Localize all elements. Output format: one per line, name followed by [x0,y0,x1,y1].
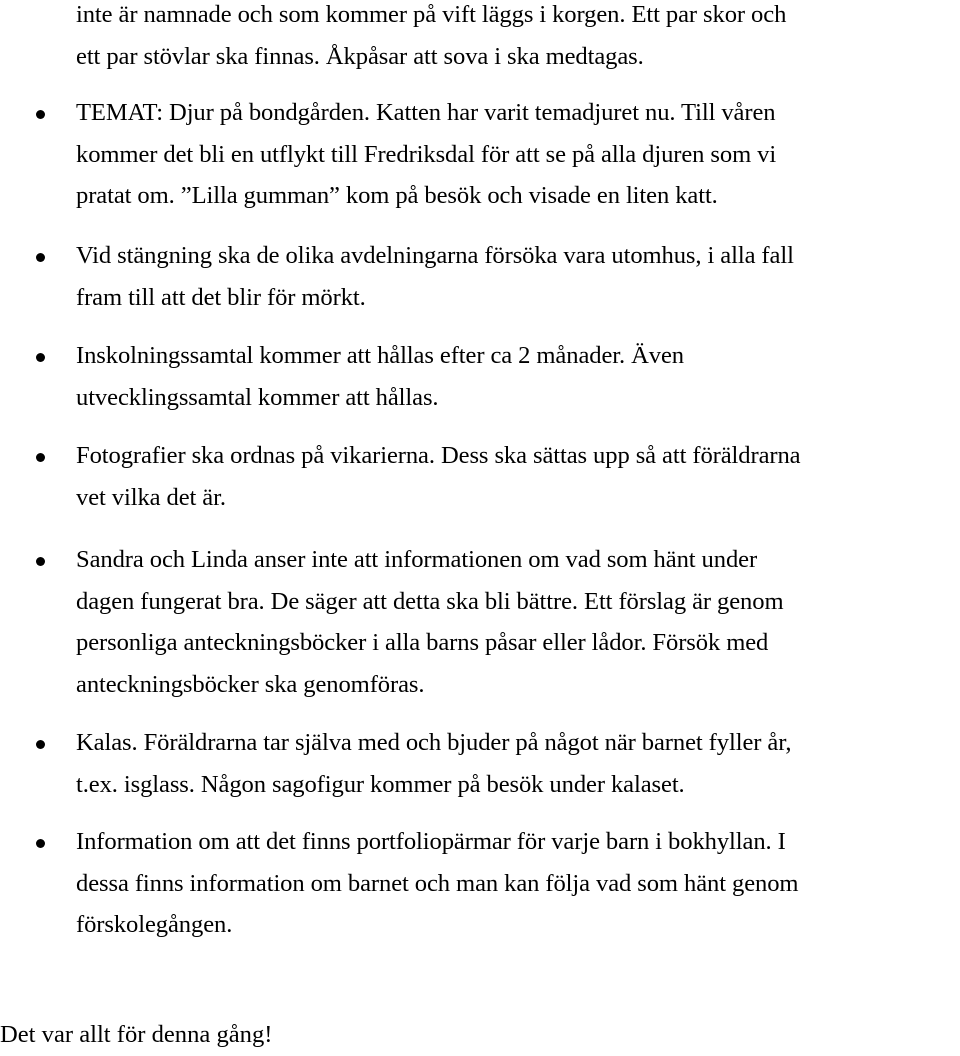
list-item-theme [76,92,960,217]
text-line: pratat om. ”Lilla gumman” kom på besök och visade en liten katt. [76,182,718,209]
text-line: Fotografier ska ordnas på vikarierna. Dess ska sättas upp så att föräldrarna [76,442,801,469]
list-item-parties [76,722,960,805]
text-line: anteckningsböcker ska genomföras. [76,670,425,698]
bullet-icon [36,110,45,119]
text-line: t.ex. isglass. Någon sagofigur kommer på besök under kalaset. [76,770,685,798]
text-line: Inskolningssamtal kommer att hållas efter ca 2 månader. Även [76,342,684,369]
list-item-portfolio [76,821,960,946]
list-item-photographs [76,435,960,518]
text-line: kommer det bli en utflykt till Fredriksdal för att se på alla djuren som vi [76,140,777,168]
text-line: inte är namnade och som kommer på vift läggs i korgen. Ett par skor och [76,1,787,28]
bullet-icon [36,353,45,362]
text-line: personliga anteckningsböcker i alla barns påsar eller lådor. Försök med [76,629,769,656]
text-line: dessa finns information om barnet och man kan följa vad som hänt genom [76,869,799,897]
closing-line: Det var allt för denna gång! [0,1021,273,1048]
text-line: Information om att det finns portfoliopärmar för varje barn i bokhyllan. I [76,828,786,855]
continuation-paragraph [76,0,960,77]
bullet-icon [36,453,45,462]
text-line: utvecklingssamtal kommer att hållas. [76,383,439,411]
bullet-icon [36,740,45,749]
text-line: förskolegången. [76,911,233,938]
list-item-closing-time [76,235,960,318]
list-item-onboarding-talks [76,335,960,418]
list-item-notebooks [76,539,960,705]
text-line: vet vilka det är. [76,483,226,511]
text-line: TEMAT: Djur på bondgården. Katten har varit temadjuret nu. Till våren [76,99,776,126]
bullet-icon [36,253,45,262]
text-line: dagen fungerat bra. De säger att detta ska bli bättre. Ett förslag är genom [76,587,784,615]
bullet-icon [36,839,45,848]
text-line: Kalas. Föräldrarna tar själva med och bjuder på något när barnet fyller år, [76,729,792,756]
text-line: fram till att det blir för mörkt. [76,283,366,311]
bullet-icon [36,557,45,566]
text-line: Sandra och Linda anser inte att informationen om vad som hänt under [76,546,758,573]
text-line: Vid stängning ska de olika avdelningarna försöka vara utomhus, i alla fall [76,242,794,269]
text-line: ett par stövlar ska finnas. Åkpåsar att sova i ska medtagas. [76,42,644,70]
